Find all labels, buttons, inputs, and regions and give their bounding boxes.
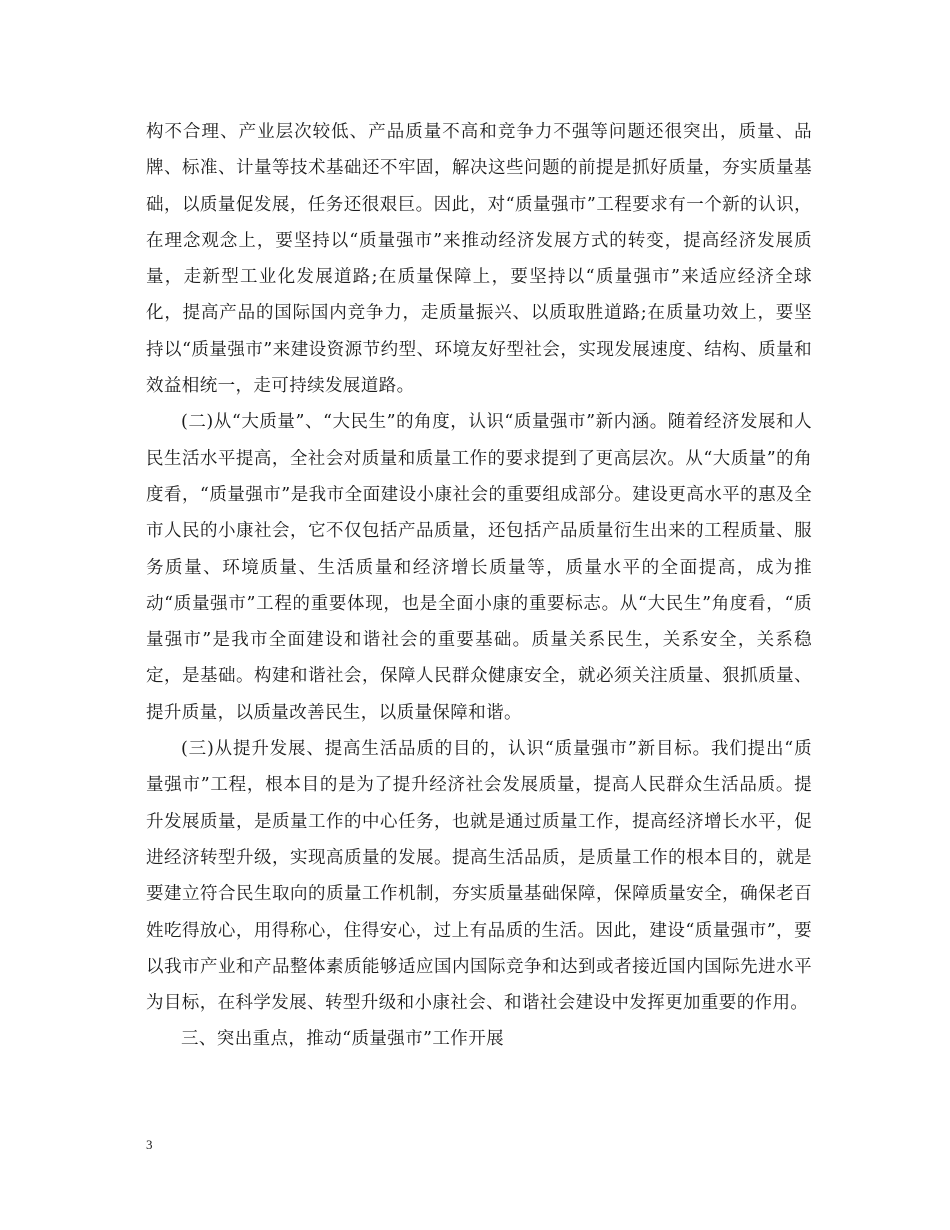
paragraph-section-2: (二)从“大质量”、“大民生”的角度，认识“质量强市”新内涵。随着经济发展和人民生活水平提高，全社会对质量和质量工作的要求提到了更高层次。从“大质量”的角度看，“质量强市”是我市全面建设小康社会的重要组成部分。建设更高水平的惠及全市人民的小康社会，它不仅包括产品质量，还包括产品质量衍生出来的工程质量、服务质量、环境质量、生活质量和经济增长质量等，质量水平的全面提高，成为推动“质量强市”工程的重要体现，也是全面小康的重要标志。从“大民生”角度看，“质量强市”是我市全面建设和谐社会的重要基础。质量关系民生，关系安全，关系稳定，是基础。构建和谐社会，保障人民群众健康安全，就必须关注质量、狠抓质量、提升质量，以质量改善民生，以质量保障和谐。	[146, 412, 812, 723]
paragraph-section-3: (三)从提升发展、提高生活品质的目的，认识“质量强市”新目标。我们提出“质量强市”工程，根本目的是为了提升经济社会发展质量，提高人民群众生活品质。提升发展质量，是质量工作的中心任务，也就是通过质量工作，提高经济增长水平，促进经济转型升级，实现高质量的发展。提高生活品质，是质量工作的根本目的，就是要建立符合民生取向的质量工作机制，夯实质量基础保障，保障质量安全，确保老百姓吃得放心，用得称心，住得安心，过上有品质的生活。因此，建设“质量强市”，要以我市产业和产品整体素质能够适应国内国际竞争和达到或者接近国内国际先进水平为目标，在科学发展、转型升级和小康社会、和谐社会建设中发挥更加重要的作用。	[146, 739, 812, 1014]
page-body	[146, 114, 812, 1058]
paragraph-continued: 构不合理、产业层次较低、产品质量不高和竞争力不强等问题还很突出，质量、品牌、标准、计量等技术基础还不牢固，解决这些问题的前提是抓好质量，夯实质量基础，以质量促发展，任务还很艰巨。因此，对“质量强市”工程要求有一个新的认识，在理念观念上，要坚持以“质量强市”来推动经济发展方式的转变，提高经济发展质量，走新型工业化发展道路;在质量保障上，要坚持以“质量强市”来适应经济全球化，提高产品的国际国内竞争力，走质量振兴、以质取胜道路;在质量功效上，要坚持以“质量强市”来建设资源节约型、环境友好型社会，实现发展速度、结构、质量和效益相统一，走可持续发展道路。	[146, 122, 812, 397]
page-number: 3	[146, 1137, 153, 1152]
section-heading: 三、突出重点，推动“质量强市”工作开展	[181, 1029, 504, 1050]
